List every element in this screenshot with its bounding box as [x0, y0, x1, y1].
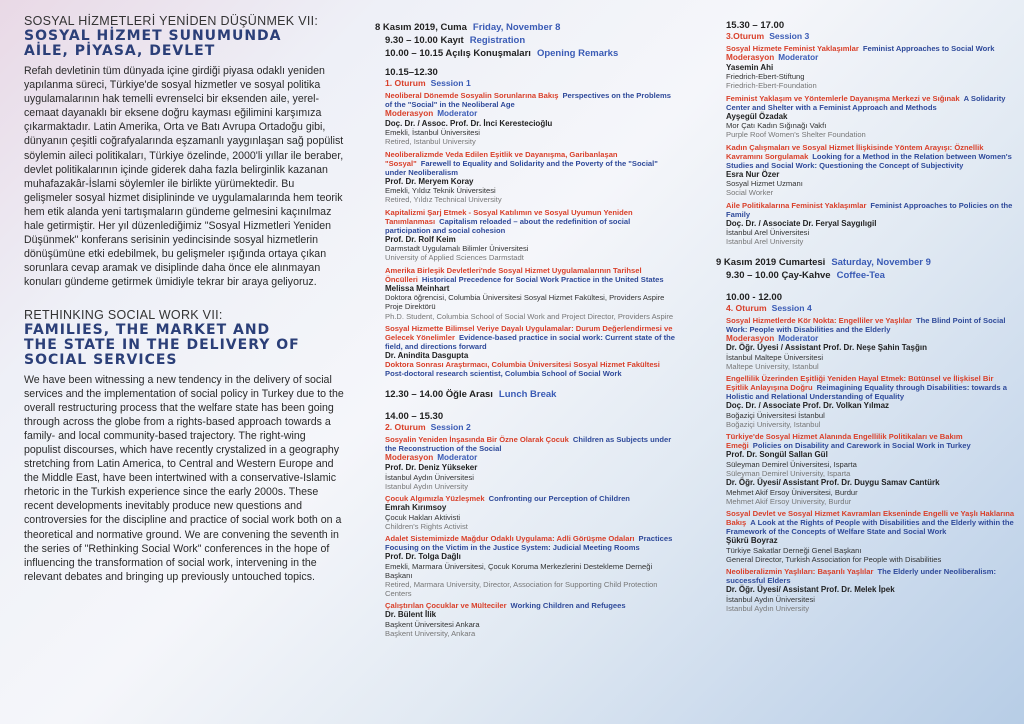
- session4-talk: Engellilik Üzerinden Eşitliği Yeniden Hayal Etmek: Bütünsel ve İlişkisel Bir Eşitlik Anlayışına Doğru Reimagining Equality through Disabilities: towards a Holistic and Relational Understanding of Equality Doç. Dr. / Associate Prof. Dr. Volkan Yılmaz Boğaziçi Üniversitesi İstanbul Boğaziçi University, Istanbul: [726, 374, 1007, 429]
- session2-talk: Çalıştırılan Çocuklar ve Mülteciler Working Children and Refugees Dr. Bülent İlik Başkent Üniversitesi Ankara Başkent University, Ankara: [385, 601, 626, 639]
- session4-talk: Sosyal Devlet ve Sosyal Hizmet Kavramları Ekseninde Engelli ve Yaşlı Haklarına Bakış A Look at the Rights of People with Disabilities and the Elderly within the Framework of the Concepts of Welfare State and Social Work Şükrü Boyraz Türkiye Sakatlar Derneği Genel Başkanı General Director, Turkish Association for People with Disabilities: [726, 509, 1015, 564]
- en-title-line-1: FAMILIES, THE MARKET AND: [24, 321, 271, 338]
- lunch-break: 12.30 – 14.00 Öğle Arası Lunch Break: [385, 389, 557, 401]
- opening-remarks: 10.00 – 10.15 Açılış Konuşmaları Opening Remarks: [385, 48, 619, 59]
- session4-talk: Sosyal Hizmetlerde Kör Nokta: Engelliler ve Yaşlılar The Blind Point of Social Work: People with Disabilities and the Elderly Moderasyon Moderator Dr. Öğr. Üyesi / Assistant Prof. Dr. Neşe Şahin Taşğın İstanbul Maltepe Üniversitesi Maltepe University, Istanbul: [726, 315, 1006, 371]
- session4-talk: Neoliberalizmin Yaşlıları: Başarılı Yaşlılar The Elderly under Neoliberalism: successful Elders Dr. Öğr. Üyesi/ Assistant Prof. Dr. Melek İpek İstanbul Aydın Üniversitesi Istanbul Aydın University: [726, 567, 997, 613]
- session2-time: 14.00 – 15.30: [385, 411, 444, 423]
- session1-time: 10.15–12.30: [385, 67, 438, 78]
- session2-talk: Adalet Sistemimizde Mağdur Odaklı Uygulama: Adli Görüşme Odaları Practices Focusing on the Victim in the Justice System: Judicial Meeting Rooms Prof. Dr. Tolga Dağlı Emekli, Marmara Üniversitesi, Çocuk Koruma Merkezlerini Destekleme Derneği Başkanı Retired, Marmara University, Director, Association for Supporting Child Protection Centers: [385, 533, 673, 599]
- en-kicker: RETHINKING SOCIAL WORK VII:: [24, 307, 223, 322]
- session3-heading: 3.Oturum Session 3: [726, 31, 810, 41]
- en-body: We have been witnessing a new tendency in the delivery of social services and the implementation of social policy in Turkey due to the overall restructuring process that the welfare state has been going through across the globe from a rights-based approach towards a family- and local community-based trajectory. The right-wing populist discourses, which have recently crystalized in a geography stretching from Latin America, to Central and Western Europe and the Middle East, have been intertwined with a conservative-Islamic rhetoric in the Turkish experience since the early 2000s. These recent developments inevitably produce new questions and controversies for the discipline and practice of social work both on a theoretical and normative ground. We are convening the seventh in the series of "Rethinking Social Work" conferences in the hope of influencing the transformation of social work, intervening in the relevant debates and bringing up previously untouched topics.: [24, 373, 344, 583]
- day1-date: 8 Kasım 2019, Cuma Friday, November 8: [375, 22, 561, 33]
- session4-talk: Türkiye'de Sosyal Hizmet Alanında Engellilik Politikaları ve Bakım Emeği Policies on Disability and Carework in Social Work in Turkey Prof. Dr. Songül Sallan Gül Süleyman Demirel Üniversitesi, Isparta Süleyman Demirel University, Isparta Dr. Öğr. Üyesi/ Assistant Prof. Dr. Duygu Samav Cantürk Mehmet Akif Ersoy Üniversitesi, Burdur Mehmet Akif Ersoy University, Burdur: [726, 432, 971, 506]
- intro-column: [24, 14, 344, 584]
- session1-talk: Amerika Birleşik Devletleri'nde Sosyal Hizmet Uygulamalarının Tarihsel Öncülleri Historical Precedence for Social Work Practice in the United States Melissa Meinhart Doktora öğrencisi, Columbia Üniversitesi Sosyal Hizmet Fakültesi, Providers Aspire Proje Direktörü Ph.D. Student, Columbia School of Social Work and Project Director, Providers Aspire: [385, 265, 674, 321]
- session2-talk: Çocuk Algımızla Yüzleşmek Confronting our Perception of Children Emrah Kırımsoy Çocuk Hakları Aktivisti Children's Rights Activist: [385, 493, 630, 531]
- session3-talk: Aile Politikalarına Feminist Yaklaşımlar Feminist Approaches to Policies on the Family Doç. Dr. / Associate Dr. Feryal Saygılıgil İstanbul Arel Üniversitesi Istanbul Arel University: [726, 200, 1013, 247]
- tr-title-line-1: SOSYAL HİZMET SUNUMUNDA: [24, 28, 282, 44]
- session1-talk: Kapitalizmi Şarj Etmek - Sosyal Katılımın ve Sosyal Uyumun Yeniden Tanımlanması Capitalism reloaded – about the redefinition of social participation and social cohesion Prof. Dr. Rolf Keim Darmstadt Uygulamalı Bilimler Üniversitesi University of Applied Sciences Darmstadt: [385, 207, 633, 263]
- en-title-line-2: THE STATE IN THE DELIVERY OF: [24, 336, 300, 353]
- session3-talk: Feminist Yaklaşım ve Yöntemlerle Dayanışma Merkezi ve Sığınak A Solidarity Center and Shelter with a Feminist Approach and Methods Ayşegül Özadak Mor Çatı Kadın Sığınağı Vakfı Purple Roof Women's Shelter Foundation: [726, 93, 1006, 140]
- tr-title-line-2: AİLE, PİYASA, DEVLET: [24, 43, 216, 59]
- tr-body: Refah devletinin tüm dünyada içine girdiği piyasa odaklı yeniden yapılanma süreci, Türkiye'de sosyal hizmetler ve sosyal politika uygulamalarının hak temelli evrenselci bir eksenden aile, yerel-cemaat dayanaklı bir eksene doğru kayması eğilimini karşımıza çıkarmaktadır. Latin Amerika, Orta ve Batı Avrupa Ortadoğu gibi, dünyanın çeşitli coğrafyalarında eşzamanlı yaygınlaşan sağ popülist söylemin aileci politikaları, Türkiye özelinde, 2000'li yıllar ile beraber, devlet politikalarının içinde giderek daha fazla belirginlik kazanan muhafazakâr-İslami söylemler ile birlikte yürümektedir. Bu gelişmeler sosyal hizmet disiplininde ve uygulamalarında hem teorik hem etik alanda yeni tartışmaların gündeme gelmesini kaçınılmaz hale getirmiştir. Her yıl düzenlediğimiz "Sosyal Hizmetleri Yeniden Düşünmek" konferans serisinin yedincisinde sosyal hizmetlerin dönüşümüne etki edebilmek, bu gelişmeler ışığında ortaya çıkan sorunlara cevap aramak ve disiplinde daha önce ele alınmayan konuları gündeme getirmek ümidiyle tekrar bir araya geliyoruz.: [24, 65, 344, 289]
- session3-time: 15.30 – 17.00: [726, 20, 785, 31]
- registration: 9.30 – 10.00 Kayıt Registration: [385, 35, 526, 46]
- session2-talk: Sosyalin Yeniden İnşasında Bir Özne Olarak Çocuk Children as Subjects under the Reconstruction of the Social Moderasyon Moderator Prof. Dr. Deniz Yükseker İstanbul Aydın Üniversitesi Istanbul Aydın University: [385, 435, 672, 491]
- session1-talk: Sosyal Hizmette Bilimsel Veriye Dayalı Uygulamalar: Durum Değerlendirmesi ve Gelecek Yönelimler Evidence-based practice in social work: Current state of the field, and directions forward Dr. Anindita Dasgupta Doktora Sonrası Araştırmacı, Columbia Üniversitesi Sosyal Hizmet Fakültesi Post-doctoral research scientist, Columbia School of Social Work: [385, 323, 675, 379]
- session2-heading: 2. Oturum Session 2: [385, 422, 471, 433]
- session3-talk: Kadın Çalışmaları ve Sosyal Hizmet İlişkisinde Yöntem Arayışı: Öznellik Kavramını Sorgulamak Looking for a Method in the Relation between Women's Studies and Social Work: Questioning the Concept of Subjectivity Esra Nur Özer Sosyal Hizmet Uzmanı Social Worker: [726, 142, 1012, 198]
- day2-date: 9 Kasım 2019 Cumartesi Saturday, November 9: [716, 256, 931, 268]
- session1-talk: Neoliberal Dönemde Sosyalin Sorunlarına Bakış Perspectives on the Problems of the "Social" in the Neoliberal Age Moderasyon Moderator Doç. Dr. / Assoc. Prof. Dr. İnci Kerestecioğlu Emekli, İstanbul Üniversitesi Retired, Istanbul University: [385, 91, 671, 147]
- session3-talk: Sosyal Hizmete Feminist Yaklaşımlar Feminist Approaches to Social Work Moderasyon Moderator Yasemin Ahi Friedrich-Ebert-Stiftung Friedrich-Ebert-Foundation: [726, 44, 995, 91]
- program-day2-column: [716, 20, 1016, 613]
- session4-time: 10.00 - 12.00: [726, 291, 782, 303]
- session1-talk: Neoliberalizmde Veda Edilen Eşitlik ve Dayanışma, Garibanlaşan "Sosyal" Farewell to Equality and Solidarity and the Poverty of the "Social" under Neoliberalism Prof. Dr. Meryem Koray Emekli, Yıldız Teknik Üniversitesi Retired, Yıldız Technical University: [385, 149, 658, 205]
- tr-kicker: SOSYAL HİZMETLERİ YENİDEN DÜŞÜNMEK VII:: [24, 14, 319, 28]
- en-title-line-3: SOCIAL SERVICES: [24, 351, 178, 368]
- program-day1-column: [375, 22, 675, 638]
- coffee-break: 9.30 – 10.00 Çay-Kahve Coffee-Tea: [726, 269, 885, 281]
- session1-heading: 1. Oturum Session 1: [385, 78, 471, 88]
- session4-heading: 4. Oturum Session 4: [726, 302, 812, 313]
